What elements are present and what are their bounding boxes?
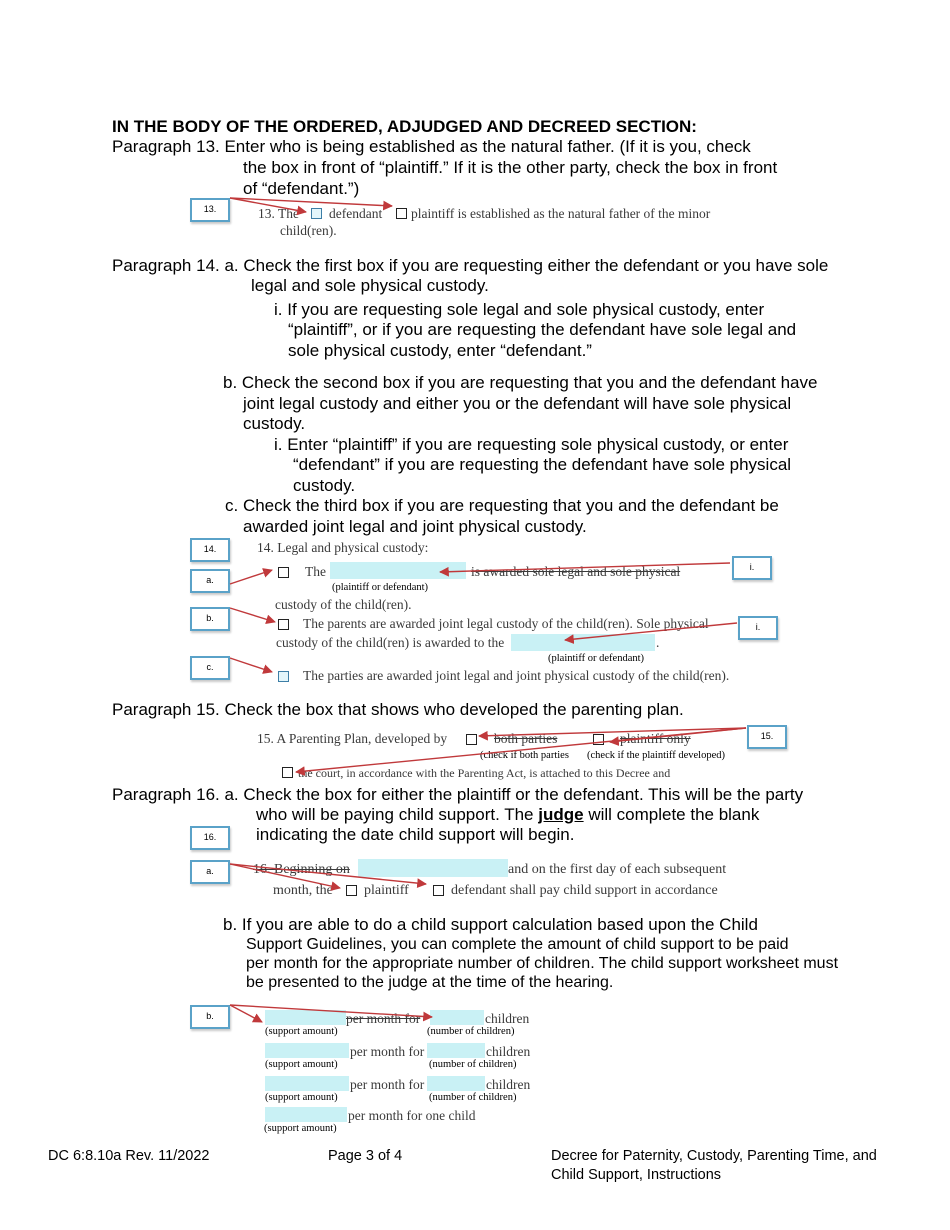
p13-defendant-label: defendant [329,206,383,221]
support-end: children [486,1077,531,1092]
p14-form-title: 14. Legal and physical custody: [257,540,429,555]
callout-14bi: i. [738,616,778,640]
children-count-field[interactable] [427,1076,485,1091]
callout-14ai: i. [732,556,772,580]
p16-start-date-field[interactable] [358,859,508,877]
arrow-14a [230,570,272,584]
p16-b-line-1: b. If you are able to do a child support calculation based upon the Child [223,915,758,934]
p14-a-line-2-form: custody of the child(ren). [275,597,412,612]
p16-a-line-1: Paragraph 16. a. Check the box for either the plaintiff or the defendant. This will be the party [112,785,804,804]
support-amount-field[interactable] [265,1010,346,1025]
p16-a-line-2-end: will complete the blank [583,805,760,824]
p14-bi-line-1: i. Enter “plaintiff” if you are requesting sole physical custody, or enter [274,435,789,454]
p16-b-line-2: Support Guidelines, you can complete the amount of child support to be paid [246,936,789,953]
p14-bi-line-2: “defendant” if you are requesting the defendant have sole physical [293,455,792,474]
footer-title-line-1: Decree for Paternity, Custody, Parenting Time, and [551,1148,877,1164]
arrow-14b [230,608,275,622]
support-mid: per month for one child [348,1108,476,1123]
p14-ai-line-3: sole physical custody, enter “defendant.” [288,341,592,360]
p16-defendant-text: defendant shall pay child support in accordance [451,883,718,898]
p13-line-2: the box in front of “plaintiff.” If it is the other party, check the box in front [243,158,778,177]
p14-c-line-2: awarded joint legal and joint physical custody. [243,517,587,536]
p16-b-line-3: per month for the appropriate number of children. The child support worksheet must [246,955,839,972]
children-count-field[interactable] [427,1043,485,1058]
children-count-field[interactable] [430,1010,484,1025]
p13-form-prefix: 13. The [258,206,299,221]
p14-a-line-1: Paragraph 14. a. Check the first box if you are requesting either the defendant or you have sole [112,256,829,275]
p16-plaintiff-checkbox[interactable] [346,885,357,896]
p14-b-line-2: joint legal custody and either you or the defendant will have sole physical [243,394,792,413]
p16-month-the: month, the [273,883,333,898]
support-hint-amount: (support amount) [265,1026,338,1037]
p14-b-line-3: custody. [243,414,306,433]
p14-b-party-field[interactable] [511,634,655,651]
support-mid: per month for [346,1011,421,1026]
p14-a-party-field[interactable] [330,562,466,579]
p13-plaintiff-text: plaintiff is established as the natural father of the minor [411,206,711,221]
p16-judge-word: judge [538,805,584,824]
support-hint-amount: (support amount) [264,1123,337,1134]
p14-ai-line-2: “plaintiff”, or if you are requesting the defendant have sole legal and [288,320,797,339]
p14-a-line-2: legal and sole physical custody. [251,276,489,295]
p16-a-line-2-start: who will be paying child support. The [256,805,539,824]
p15-both-label: both parties [494,731,558,746]
callout-16b: b. [190,1005,230,1029]
p14-c-form-line: The parties are awarded joint legal and joint physical custody of the child(ren). [303,668,730,683]
p15-both-checkbox[interactable] [466,734,477,745]
p14-b-line-1: b. Check the second box if you are requesting that you and the defendant have [223,373,818,392]
p14-c-line-1: c. Check the third box if you are requesting that you and the defendant be [225,496,779,515]
support-mid: per month for [350,1044,425,1059]
p14-b-end: . [656,635,660,650]
support-hint-amount: (support amount) [265,1092,338,1103]
p16-a-line-3: indicating the date child support will begin. [256,825,575,844]
footer-title-line-2: Child Support, Instructions [551,1167,722,1183]
p16-form-a-rest: and on the first day of each subsequent [508,862,727,877]
callout-14b: b. [190,607,230,631]
callout-14a: a. [190,569,230,593]
p14-bi-line-3: custody. [293,476,356,495]
footer-form-id: DC 6:8.10a Rev. 11/2022 [48,1148,210,1164]
p14-a-the: The [305,564,326,579]
support-end: children [486,1044,531,1059]
section-heading: IN THE BODY OF THE ORDERED, ADJUDGED AND DECREED SECTION: [112,117,697,136]
p14-b-checkbox[interactable] [278,619,289,630]
p14-a-checkbox[interactable] [278,567,289,578]
support-hint-amount: (support amount) [265,1059,338,1070]
p13-line-3: of “defendant.”) [243,179,360,198]
p14-b-hint: (plaintiff or defendant) [548,653,645,664]
p15-form-line-2: the court, in accordance with the Parenting Act, is attached to this Decree and [298,766,671,780]
p14-ai-line-1: i. If you are requesting sole legal and sole physical custody, enter [274,300,765,319]
p13-line-1: Paragraph 13. Enter who is being established as the natural father. (If it is you, check [112,137,751,156]
p15-form-prefix: 15. A Parenting Plan, developed by [257,731,448,746]
support-mid: per month for [350,1077,425,1092]
support-hint-children: (number of children) [429,1059,517,1070]
p13-form-line-2: child(ren). [280,223,337,238]
p15-line: Paragraph 15. Check the box that shows who developed the parenting plan. [112,700,684,719]
p14-b-form-line-1: The parents are awarded joint legal custody of the child(ren). Sole physical [303,616,709,631]
arrow-16b-amount [230,1005,262,1022]
callout-14: 14. [190,538,230,562]
support-hint-children: (number of children) [427,1026,515,1037]
callout-16: 16. [190,826,230,850]
p16-defendant-checkbox[interactable] [433,885,444,896]
p16-a-line-2 [256,805,759,826]
callout-15: 15. [747,725,787,749]
p15-plaintiff-label: plaintiff only [620,731,691,746]
support-end: children [485,1011,530,1026]
p15-plaintiff-checkbox[interactable] [593,734,604,745]
p14-b-form-line-2: custody of the child(ren) is awarded to the [276,635,505,650]
footer-page-number: Page 3 of 4 [328,1148,403,1164]
p15-court-checkbox[interactable] [282,767,293,778]
p14-a-hint: (plaintiff or defendant) [332,582,429,593]
p15-hint-plaintiff: (check if the plaintiff developed) [587,750,725,761]
callout-14c: c. [190,656,230,680]
p16-beginning-on: 16. Beginning on [253,862,350,877]
arrow-14c [230,658,272,672]
p14-c-checkbox[interactable] [278,671,289,682]
support-amount-field[interactable] [265,1076,349,1091]
p16-b-line-4: be presented to the judge at the time of the hearing. [246,974,614,991]
p15-hint-both: (check if both parties [480,750,569,761]
support-amount-field[interactable] [265,1107,347,1122]
p16-plaintiff-label: plaintiff [364,883,409,898]
support-amount-field[interactable] [265,1043,349,1058]
callout-16a: a. [190,860,230,884]
p14-a-rest: is awarded sole legal and sole physical [471,564,681,579]
callout-13: 13. [190,198,230,222]
p13-defendant-checkbox[interactable] [311,208,322,219]
support-hint-children: (number of children) [429,1092,517,1103]
p13-plaintiff-checkbox[interactable] [396,208,407,219]
